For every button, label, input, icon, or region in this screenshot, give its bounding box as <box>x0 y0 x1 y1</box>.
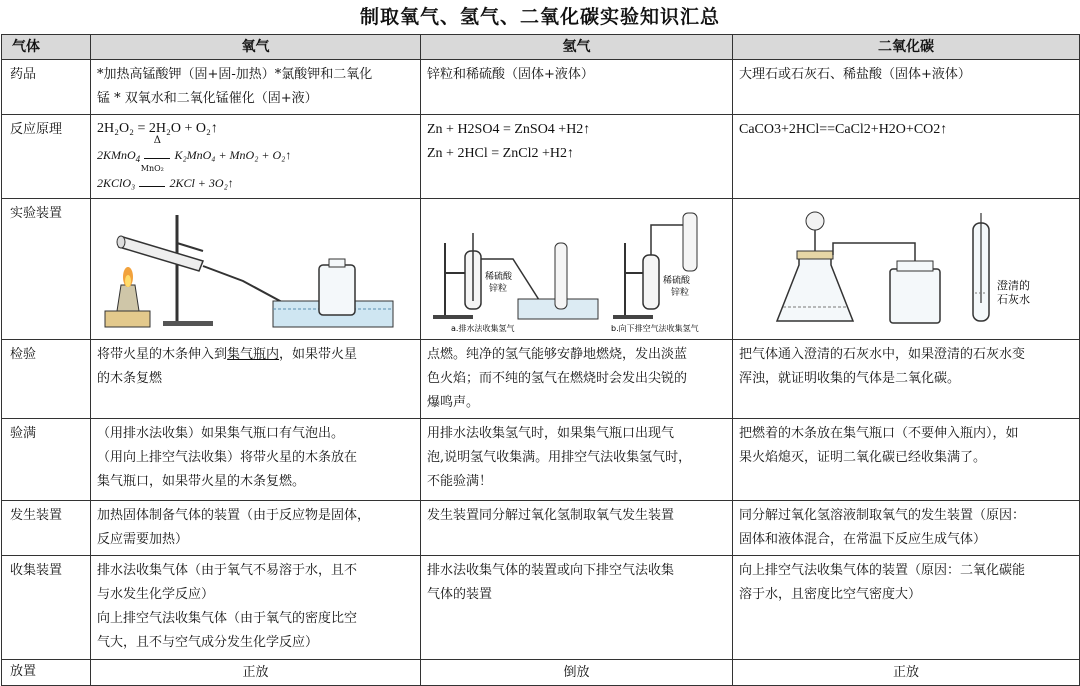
cell-apparatus-o2 <box>91 199 421 340</box>
equation-caco3: CaCO3+2HCl==CaCl2+H2O+CO2↑ <box>739 122 948 137</box>
cell-full-o2: （用排水法收集）如果集气瓶口有气泡出。 （用向上排空气法收集）将带火星的木条放在 集气瓶口，如果带火星的木条复燃。 <box>91 419 421 501</box>
cell-drugs-h2: 锌粒和稀硫酸（固体+液体） <box>421 60 733 115</box>
svg-text:稀硫酸: 稀硫酸 <box>485 272 513 282</box>
cell-collector-o2: 排水法收集气体（由于氧气不易溶于水，且不 与水发生化学反应） 向上排空气法收集气体（由于氧气的密度比空 气大，且不与空气成分发生化学反应） <box>91 556 421 660</box>
cell-principle-co2 <box>733 115 1080 199</box>
cell-generator-o2: 加热固体制备气体的装置（由于反应物是固体， 反应需要加热） <box>91 501 421 556</box>
cell-apparatus-h2 <box>421 199 733 340</box>
cell-test-co2: 把气体通入澄清的石灰水中，如果澄清的石灰水变 浑浊，就证明收集的气体是二氧化碳。 <box>733 340 1080 419</box>
row-label-drugs: 药品 <box>2 60 91 115</box>
row-full <box>2 419 1080 501</box>
cell-drugs-o2: *加热高锰酸钾（固+固-加热）*氯酸钾和二氧化 锰 * 双氧水和二氧化锰催化（固+液） <box>91 60 421 115</box>
svg-text:澄清的: 澄清的 <box>997 279 1030 292</box>
svg-text:a.排水法收集氢气: a.排水法收集氢气 <box>451 324 515 333</box>
cell-place-co2: 正放 <box>733 660 1080 686</box>
svg-text:稀硫酸: 稀硫酸 <box>663 276 691 286</box>
svg-text:锌粒: 锌粒 <box>671 288 690 298</box>
row-label-place: 放置 <box>2 660 91 686</box>
cell-generator-h2: 发生装置同分解过氧化氢制取氧气发生装置 <box>421 501 733 556</box>
svg-text:锌粒: 锌粒 <box>489 284 508 294</box>
cell-collector-co2: 向上排空气法收集气体的装置（原因：二氧化碳能 溶于水，且密度比空气密度大） <box>733 556 1080 660</box>
cell-drugs-co2: 大理石或石灰石、稀盐酸（固体+液体） <box>733 60 1080 115</box>
cell-principle-h2 <box>421 115 733 199</box>
cell-full-co2: 把燃着的木条放在集气瓶口（不要伸入瓶内），如 果火焰熄灭，证明二氧化碳已经收集满了。 <box>733 419 1080 501</box>
equation-kclo3: 2KClO₃ MnO₂ 2KCl + 3O₂↑ <box>97 164 234 190</box>
cell-full-h2: 用排水法收集氢气时，如果集气瓶口出现气 泡,说明氢气收集满。用排空气法收集氢气时， 不能验满！ <box>421 419 733 501</box>
header-row <box>2 35 1080 60</box>
page-title: 制取氧气、氢气、二氧化碳实验知识汇总 <box>359 6 720 28</box>
header-oxygen: 氧气 <box>91 35 421 60</box>
equation-zn-hcl: Zn + 2HCl = ZnCl2 +H2↑ <box>427 146 574 161</box>
oxygen-apparatus-diagram <box>93 203 413 333</box>
equation-h2o2: 2H₂O₂ = 2H₂O + O₂↑ <box>97 121 218 136</box>
hydrogen-apparatus-diagram <box>423 203 729 333</box>
header-gas: 气体 <box>2 35 91 60</box>
row-drugs <box>2 60 1080 115</box>
header-co2: 二氧化碳 <box>733 35 1080 60</box>
row-label-test: 检验 <box>2 340 91 419</box>
co2-apparatus-diagram <box>735 203 1075 333</box>
row-label-generator: 发生装置 <box>2 501 91 556</box>
row-label-collector: 收集装置 <box>2 556 91 660</box>
svg-text:石灰水: 石灰水 <box>997 293 1030 306</box>
equation-kmno4: 2KMnO$_4$ Δ K₂MnO₄ + MnO₂ + O₂↑ <box>97 135 292 164</box>
summary-table <box>1 34 1080 686</box>
header-hydrogen: 氢气 <box>421 35 733 60</box>
svg-text:b.向下排空气法收集氢气: b.向下排空气法收集氢气 <box>611 324 699 333</box>
row-label-apparatus: 实验装置 <box>2 199 91 340</box>
row-generator <box>2 501 1080 556</box>
cell-place-o2: 正放 <box>91 660 421 686</box>
cell-generator-co2: 同分解过氧化氢溶液制取氧气的发生装置（原因： 固体和液体混合，在常温下反应生成气体） <box>733 501 1080 556</box>
cell-place-h2: 倒放 <box>421 660 733 686</box>
row-collector <box>2 556 1080 660</box>
equation-zn-h2so4: Zn + H2SO4 = ZnSO4 +H2↑ <box>427 122 591 137</box>
cell-apparatus-co2 <box>733 199 1080 340</box>
cell-principle-o2 <box>91 115 421 199</box>
row-test <box>2 340 1080 419</box>
cell-collector-h2: 排水法收集气体的装置或向下排空气法收集 气体的装置 <box>421 556 733 660</box>
cell-test-h2: 点燃。纯净的氢气能够安静地燃烧，发出淡蓝 色火焰；而不纯的氢气在燃烧时会发出尖锐的 爆鸣声。 <box>421 340 733 419</box>
row-label-full: 验满 <box>2 419 91 501</box>
cell-test-o2: 将带火星的木条伸入到集气瓶内，如果带火星 的木条复燃 <box>91 340 421 419</box>
row-apparatus <box>2 199 1080 340</box>
row-label-principle: 反应原理 <box>2 115 91 199</box>
row-principle <box>2 115 1080 199</box>
row-place <box>2 660 1080 686</box>
